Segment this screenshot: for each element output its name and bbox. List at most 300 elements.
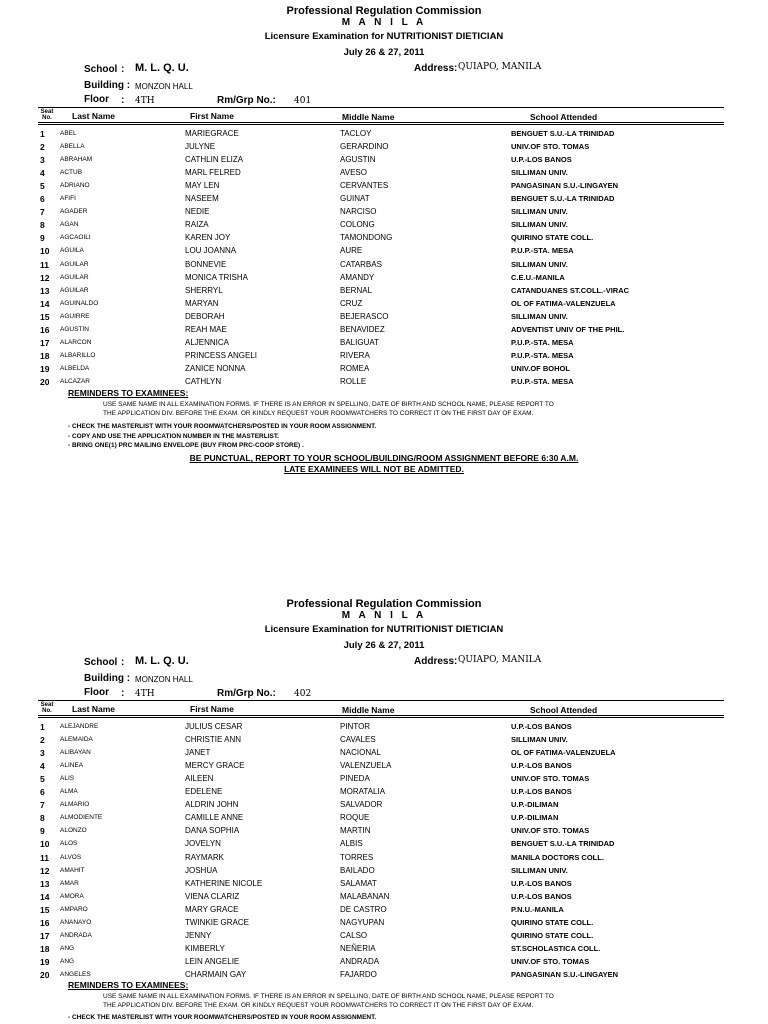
table-row [0,748,768,761]
middle-name: GERARDINO [340,142,389,152]
school-attended: BENGUET S.U.-LA TRINIDAD [511,194,615,204]
last-name: AGUILA [60,247,84,255]
school-attended: OL OF FATIMA-VALENZUELA [511,298,616,308]
first-name: MONICA TRISHA [185,272,248,282]
header-rule-top [38,700,724,701]
middle-name: MARTIN [340,826,371,836]
seat-number: 7 [40,207,45,218]
last-name: AMORA [60,892,84,900]
last-name: ADRIANO [60,182,90,190]
reminder-line-4: - COPY AND USE THE APPLICATION NUMBER IN THE MASTERLIST. [68,433,279,440]
table-row [0,364,768,377]
school-attended: U.P.-LOS BANOS [511,891,572,901]
last-name: ABEL [60,130,77,137]
header-rule-bottom-2 [38,717,724,718]
table-row [0,233,768,246]
middle-name: AURE [340,246,363,256]
middle-name: ROQUE [340,813,370,823]
last-name: ALBARILLO [60,351,96,359]
seat-number: 4 [40,168,45,179]
first-name: KAREN JOY [185,233,231,243]
table-row [0,774,768,787]
table-row [0,813,768,826]
school-attended: U.P.-LOS BANOS [511,787,572,797]
table-row [0,735,768,748]
last-name: ANDRADA [60,931,92,939]
table-row [0,931,768,944]
room-value: 402 [294,689,312,699]
last-name: AGADER [60,208,88,216]
exam-title: Licensure Examination for NUTRITIONIST DIETICIAN [264,624,504,635]
last-name: AMPARO [60,905,88,913]
seat-number: 10 [40,839,50,850]
middle-name: BENAVIDEZ [340,324,385,334]
school-attended: BENGUET S.U.-LA TRINIDAD [511,129,615,138]
middle-name: BALIGUAT [340,337,379,347]
reminder-line-2: THE APPLICATION DIV. BEFORE THE EXAM. OR KINDLY REQUEST YOUR ROOMWATCHERS TO CORRECT IT ON THE FIRST DAY OF EXAM. [103,410,534,417]
middle-name: AMANDY [340,272,375,282]
last-name: AGUILAR [60,260,89,268]
last-name: ALARCON [60,338,92,346]
school-value: M. L. Q. U. [135,655,189,667]
last-name: ANG [60,944,75,952]
last-name: ALEMAIDA [60,736,93,744]
middle-name: TAMONDONG [340,233,393,243]
last-name: ANGELES [60,970,91,978]
seat-number: 8 [40,813,45,824]
table-row [0,194,768,207]
floor-colon: : [121,688,125,699]
middle-name: CATARBAS [340,259,382,269]
first-name: ZANICE NONNA [185,363,246,373]
middle-name: ALBIS [340,839,363,849]
school-attended: SILLIMAN UNIV. [511,220,568,230]
table-row [0,155,768,168]
last-name: ALEJANDRE [60,723,99,730]
reminders-title: REMINDERS TO EXAMINEES: [68,980,189,990]
school-attended: P.U.P.-STA. MESA [511,246,574,256]
last-name: ABRAHAM [60,156,93,164]
seat-number: 6 [40,194,45,205]
seat-number: 15 [40,311,50,322]
seat-number: 6 [40,787,45,798]
seat-number: 12 [40,272,50,283]
first-name-header: First Name [190,111,234,121]
first-name: CHRISTIE ANN [185,735,242,745]
header-rule-top [38,107,724,108]
seat-number: 2 [40,735,45,746]
first-name: JENNY [185,930,212,940]
last-name: AFIFI [60,195,76,203]
school-attended: P.U.P.-STA. MESA [511,350,574,360]
seat-number: 18 [40,350,50,361]
address-label: Address: [414,63,458,74]
school-attended: UNIV.OF BOHOL [511,363,570,373]
middle-name: CRUZ [340,298,363,308]
seat-number: 19 [40,363,50,374]
school-value: M. L. Q. U. [135,62,189,74]
table-row [0,826,768,839]
school-attended: U.P.-LOS BANOS [511,722,572,731]
floor-value: 4TH [135,96,155,106]
last-name: ALONZO [60,827,87,835]
address-value: QUIAPO, MANILA [458,655,542,665]
header-rule-bottom [38,122,724,123]
table-row [0,142,768,155]
school-attended: QUIRINO STATE COLL. [511,917,594,927]
masterlist-sheet-2 [0,593,768,1024]
table-row [0,892,768,905]
first-name: MERCY GRACE [185,761,245,771]
middle-name: BAILADO [340,865,375,875]
seat-number: 17 [40,930,50,941]
late-notice: LATE EXAMINEES WILL NOT BE ADMITTED. [284,464,464,474]
school-attended: PANGASINAN S.U.-LINGAYEN [511,969,619,979]
school-attended: P.U.P.-STA. MESA [511,337,574,347]
first-name: CHARMAIN GAY [185,969,247,979]
table-row [0,722,768,735]
exam-date: July 26 & 27, 2011 [343,640,425,651]
reminder-line-2: THE APPLICATION DIV. BEFORE THE EXAM. OR KINDLY REQUEST YOUR ROOMWATCHERS TO CORRECT IT ON THE FIRST DAY OF EXAM. [103,1002,534,1009]
floor-value: 4TH [135,689,155,699]
last-name: ALIS [60,775,75,783]
table-row [0,220,768,233]
city-title: M A N I L A [341,610,427,621]
first-name: JANET [185,748,211,758]
first-name: DEBORAH [185,311,225,321]
seat-number: 9 [40,233,45,244]
first-name: EDELENE [185,787,223,797]
school-attended: SILLIMAN UNIV. [511,735,568,745]
school-attended-header: School Attended [530,112,598,122]
header-rule-bottom [38,715,724,716]
first-name-header: First Name [190,704,234,714]
building-value: MONZON HALL [135,675,193,684]
seat-no-header: Seat No. [40,109,54,121]
school-attended: SILLIMAN UNIV. [511,311,568,321]
middle-name: ANDRADA [340,956,380,966]
first-name: JOSHUA [185,865,218,875]
exam-title: Licensure Examination for NUTRITIONIST DIETICIAN [264,31,504,42]
seat-number: 1 [40,722,45,732]
first-name: CATHLYN [185,376,222,386]
first-name: CAMILLE ANNE [185,813,244,823]
last-name: ABELLA [60,143,85,151]
table-row [0,325,768,338]
middle-name: PINEDA [340,774,370,784]
last-name: ALMA [60,788,78,796]
first-name: CATHLIN ELIZA [185,155,244,165]
first-name: DANA SOPHIA [185,826,240,836]
school-attended: BENGUET S.U.-LA TRINIDAD [511,839,615,849]
room-value: 401 [294,96,312,106]
first-name: MAY LEN [185,181,220,191]
last-name-header: Last Name [72,704,115,714]
school-attended: U.P.-DILIMAN [511,813,559,823]
school-attended: UNIV.OF STO. TOMAS [511,826,590,836]
middle-name: BEJERASCO [340,311,389,321]
table-row [0,918,768,931]
last-name-header: Last Name [72,111,115,121]
room-label: Rm/Grp No.: [217,95,276,106]
floor-colon: : [121,95,125,106]
table-row [0,338,768,351]
table-row [0,761,768,774]
table-row [0,800,768,813]
building-label: Building : [84,673,131,684]
building-value: MONZON HALL [135,82,193,91]
school-attended: C.E.U.-MANILA [511,272,565,282]
middle-name: CALSO [340,930,368,940]
middle-name: SALAMAT [340,878,377,888]
seat-number: 12 [40,865,50,876]
first-name: MARYAN [185,298,219,308]
exam-date: July 26 & 27, 2011 [343,47,425,58]
last-name: AGCAOILI [60,234,91,242]
seat-number: 5 [40,181,45,192]
school-attended: QUIRINO STATE COLL. [511,233,594,243]
last-name: AGAN [60,221,79,229]
middle-name: BERNAL [340,285,373,295]
first-name: NEDIE [185,207,210,217]
table-row [0,879,768,892]
commission-title: Professional Regulation Commission [286,598,482,610]
first-name: ALJENNICA [185,337,230,347]
seat-number: 3 [40,748,45,759]
school-attended: P.U.P.-STA. MESA [511,376,574,386]
school-attended: UNIV.OF STO. TOMAS [511,774,590,784]
middle-name: COLONG [340,220,375,230]
seat-no-header: Seat No. [40,702,54,714]
seat-number: 19 [40,956,50,967]
school-attended: QUIRINO STATE COLL. [511,930,594,940]
first-name: PRINCESS ANGELI [185,350,258,360]
address-value: QUIAPO, MANILA [458,62,542,72]
last-name: ALIBAYAN [60,749,91,757]
seat-number: 7 [40,800,45,811]
middle-name: NACIONAL [340,748,381,758]
seat-number: 1 [40,129,45,139]
first-name: MARL FELRED [185,168,241,178]
school-colon: : [121,657,125,668]
middle-name: AGUSTIN [340,155,376,165]
middle-name: NARCISO [340,207,377,217]
reminders-title: REMINDERS TO EXAMINEES: [68,388,189,398]
school-attended: U.P.-LOS BANOS [511,761,572,771]
table-row [0,246,768,259]
last-name: ANANAYO [60,918,92,926]
school-attended: OL OF FATIMA-VALENZUELA [511,748,616,758]
last-name: AGUINALDO [60,299,99,307]
middle-name: SALVADOR [340,800,383,810]
seat-number: 5 [40,774,45,785]
middle-name: DE CASTRO [340,904,387,914]
middle-name-header: Middle Name [342,705,395,715]
seat-number: 11 [40,259,49,270]
last-name: ALMARIO [60,801,90,809]
school-label: School [84,657,118,668]
room-label: Rm/Grp No.: [217,688,276,699]
school-attended: SILLIMAN UNIV. [511,865,568,875]
school-attended: PANGASINAN S.U.-LINGAYEN [511,181,619,191]
school-attended: P.N.U.-MANILA [511,904,564,914]
last-name: AGUSTIN [60,325,89,333]
last-name: ALINEA [60,762,84,770]
seat-number: 15 [40,904,50,915]
last-name: AMAHIT [60,866,85,874]
floor-label: Floor [84,687,109,698]
school-attended: SILLIMAN UNIV. [511,259,568,269]
seat-number: 4 [40,761,45,772]
first-name: JULYNE [185,142,216,152]
seat-number: 2 [40,142,45,153]
last-name: AGUILAR [60,286,89,294]
table-row [0,853,768,866]
table-row [0,299,768,312]
seat-number: 16 [40,324,50,335]
first-name: LEIN ANGELIE [185,956,240,966]
seat-number: 16 [40,917,50,928]
table-row [0,787,768,800]
table-row [0,866,768,879]
seat-number: 3 [40,155,45,166]
first-name: SHERRYL [185,285,223,295]
middle-name: ROMEA [340,363,370,373]
first-name: VIENA CLARIZ [185,891,240,901]
floor-label: Floor [84,94,109,105]
school-colon: : [121,64,125,75]
seat-number: 20 [40,376,50,387]
school-attended: MANILA DOCTORS COLL. [511,852,604,862]
building-label: Building : [84,80,131,91]
city-title: M A N I L A [341,17,427,28]
seat-number: 14 [40,891,50,902]
middle-name: VALENZUELA [340,761,392,771]
school-attended: ST.SCHOLASTICA COLL. [511,943,601,953]
first-name: NASEEM [185,194,219,204]
first-name: MARIEGRACE [185,129,239,138]
reminder-line-1: USE SAME NAME IN ALL EXAMINATION FORMS. IF THERE IS AN ERROR IN SPELLING, DATE OF BIRTH AND SCHOOL NAME, PLEASE REPORT TO [103,401,554,408]
table-row [0,168,768,181]
masterlist-sheet-1 [0,0,768,480]
first-name: RAIZA [185,220,209,230]
first-name: BONNEVIE [185,259,227,269]
first-name: TWINKIE GRACE [185,917,250,927]
school-attended: SILLIMAN UNIV. [511,168,568,178]
seat-number: 14 [40,298,50,309]
header-rule-bottom-2 [38,124,724,125]
middle-name-header: Middle Name [342,112,395,122]
middle-name: MORATALIA [340,787,386,797]
last-name: ALBELDA [60,364,90,372]
table-row [0,839,768,852]
first-name: REAH MAE [185,324,227,334]
middle-name: NAGYUPAN [340,917,385,927]
first-name: ALDRIN JOHN [185,800,239,810]
table-row [0,260,768,273]
table-row [0,181,768,194]
middle-name: TACLOY [340,129,372,138]
table-row [0,286,768,299]
middle-name: RIVERA [340,350,370,360]
school-label: School [84,64,118,75]
reminder-line-3: - CHECK THE MASTERLIST WITH YOUR ROOMWATCHERS/POSTED IN YOUR ROOM ASSIGNMENT. [68,423,377,430]
first-name: KIMBERLY [185,943,225,953]
last-name: AMAR [60,879,79,887]
last-name: ALMODIENTE [60,814,103,822]
seat-number: 8 [40,220,45,231]
table-row [0,273,768,286]
school-attended: UNIV.OF STO. TOMAS [511,142,590,152]
first-name: JOVELYN [185,839,221,849]
seat-number: 11 [40,852,49,863]
seat-number: 18 [40,943,50,954]
table-row [0,129,768,142]
table-row [0,207,768,220]
table-row [0,905,768,918]
seat-number: 17 [40,337,50,348]
last-name: ANG [60,957,75,965]
middle-name: PINTOR [340,722,371,731]
address-label: Address: [414,656,458,667]
middle-name: ROLLE [340,376,367,386]
seat-number: 10 [40,246,50,257]
seat-number: 9 [40,826,45,837]
last-name: AGUILAR [60,273,89,281]
middle-name: AVESO [340,168,367,178]
last-name: ALVOS [60,853,82,861]
school-attended: CATANDUANES ST.COLL.-VIRAC [511,285,630,295]
school-attended: U.P.-LOS BANOS [511,878,572,888]
last-name: ACTUB [60,169,83,177]
commission-title: Professional Regulation Commission [286,5,482,17]
middle-name: CERVANTES [340,181,389,191]
punctuality-notice: BE PUNCTUAL, REPORT TO YOUR SCHOOL/BUILDING/ROOM ASSIGNMENT BEFORE 6:30 A.M. [189,453,579,463]
table-row [0,944,768,957]
reminder-line-3: - CHECK THE MASTERLIST WITH YOUR ROOMWATCHERS/POSTED IN YOUR ROOM ASSIGNMENT. [68,1014,377,1021]
first-name: JULIUS CESAR [185,722,243,731]
middle-name: FAJARDO [340,969,377,979]
last-name: ALCAZAR [60,377,90,385]
table-row [0,351,768,364]
school-attended: U.P.-LOS BANOS [511,155,572,165]
school-attended: SILLIMAN UNIV. [511,207,568,217]
seat-number: 13 [40,285,50,296]
school-attended: U.P.-DILIMAN [511,800,559,810]
school-attended: UNIV.OF STO. TOMAS [511,956,590,966]
middle-name: MALABANAN [340,891,390,901]
reminder-line-1: USE SAME NAME IN ALL EXAMINATION FORMS. IF THERE IS AN ERROR IN SPELLING, DATE OF BIRTH AND SCHOOL NAME, PLEASE REPORT TO [103,993,554,1000]
middle-name: NEÑERIA [340,943,376,953]
seat-number: 20 [40,969,50,980]
middle-name: GUINAT [340,194,370,204]
school-attended-header: School Attended [530,705,598,715]
school-attended: ADVENTIST UNIV OF THE PHIL. [511,324,625,334]
middle-name: CAVALES [340,735,376,745]
first-name: KATHERINE NICOLE [185,878,263,888]
table-row [0,312,768,325]
reminder-line-5: - BRING ONE(1) PRC MAILING ENVELOPE (BUY FROM PRC-COOP STORE) . [68,442,304,449]
table-row [0,957,768,970]
seat-number: 13 [40,878,50,889]
first-name: RAYMARK [185,852,224,862]
middle-name: TORRES [340,852,374,862]
last-name: AGUIRRE [60,312,90,320]
first-name: MARY GRACE [185,904,239,914]
first-name: LOU JOANNA [185,246,237,256]
last-name: ALOS [60,840,78,848]
first-name: AILEEN [185,774,214,784]
